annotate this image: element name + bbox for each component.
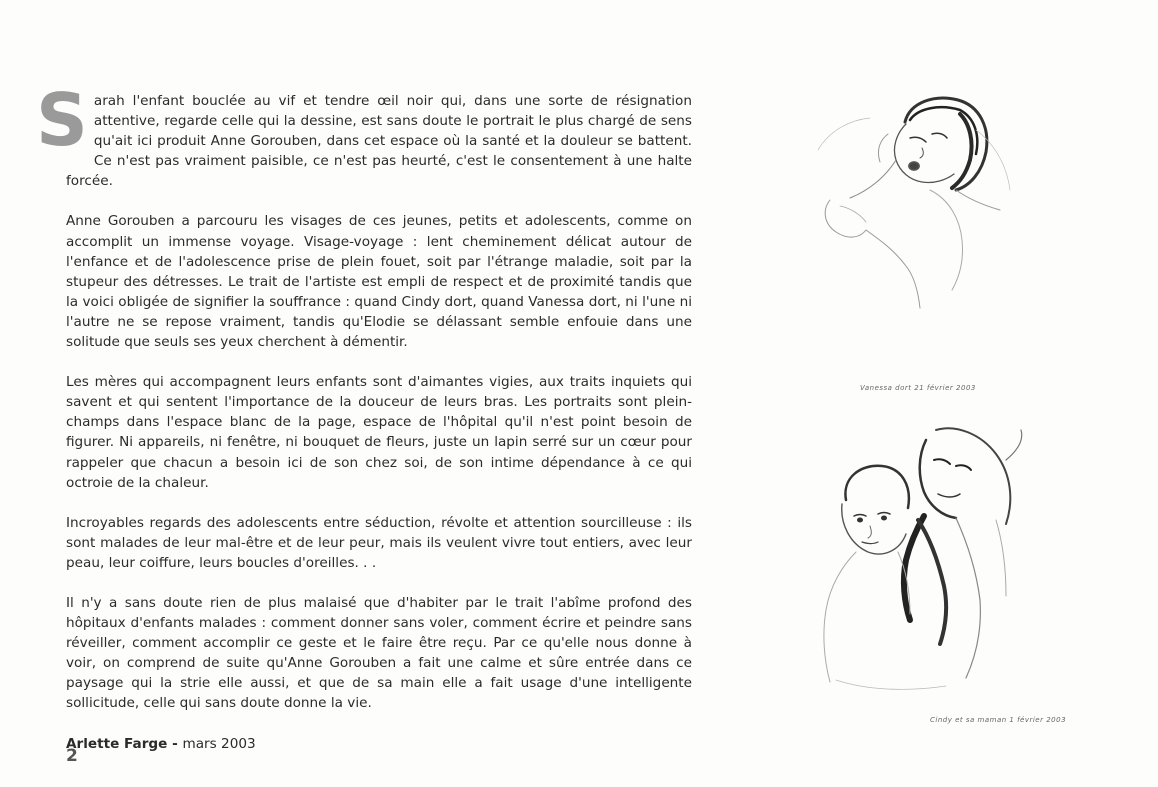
author-name: Arlette Farge <box>66 735 168 752</box>
sleeping-child-drawing <box>810 90 1020 315</box>
signature-separator: - <box>167 735 183 752</box>
paragraph-2: Anne Gorouben a parcouru les visages de ces jeunes, petits et adolescents, comme on accomplit un immense voyage. Visage-voyage : lent cheminement délicat autour de l'enfance et de l'adolescence prise de plein fouet, soit par l'étrange maladie, soit par la stupeur des détresses. Le trait de l'artiste est empli de respect et de proximité tandis que la voici obligée de signifier la souffrance : quand Cindy dort, quand Vanessa dort, ni l'une ni l'autre ne se repose vraiment, tandis qu'Elodie se délassant semble enfouie dans une solitude que seuls ses yeux cherchent à démentir. <box>66 213 692 351</box>
drop-cap: S <box>36 78 88 162</box>
paragraph-1-text: arah l'enfant bouclée au vif et tendre œil noir qui, dans une sorte de résignation attentive, regarde celle qui la dessine, est sans doute le portrait le plus chargé de sens qu'ait ici produit Anne Gorouben, dans cet espace où la santé et la douleur se battent. Ce n'est pas vraiment paisible, ce n'est pas heurté, c'est le consentement à une halte forcée. <box>66 93 692 190</box>
paragraph-3: Les mères qui accompagnent leurs enfants sont d'aimantes vigies, aux traits inquiets qui savent et qui sentent l'importance de la douceur de leurs bras. Les portraits sont plein-champs dans l'espace blanc de la page, espace de l'hôpital qu'il n'est point besoin de figurer. Ni appareils, ni fenêtre, ni bouquet de fleurs, juste un lapin serré sur un cœur pour rappeler que chacun a besoin ici de son chez soi, de son intime dépendance à ce qui octroie de la chaleur. <box>66 374 692 491</box>
paragraph-4: Incroyables regards des adolescents entre séduction, révolte et attention sourcilleuse : ils sont malades de leur mal-être et de leur peur, mais ils veulent vivre tout entiers, avec leur peau, leur coiffure, leurs boucles d'oreilles. . . <box>66 514 692 571</box>
top-drawing-caption: Vanessa dort 21 février 2003 <box>860 384 976 392</box>
signature <box>66 734 692 754</box>
bottom-drawing-caption: Cindy et sa maman 1 février 2003 <box>930 716 1067 724</box>
article-text <box>36 78 692 754</box>
paragraph-5: Il n'y a sans doute rien de plus malaisé que d'habiter par le trait l'abîme profond des hôpitaux d'enfants malades : comment donner sans voler, comment écrire et peindre sans réveiller, comment accomplir ce geste et le faire être reçu. Par ce qu'elle nous donne à voir, on comprend de suite qu'Anne Gorouben a fait une calme et sûre entrée dans ce paysage qui la strie elle aussi, et que de sa main elle a fait usage d'une intelligente sollicitude, celle qui sans doute donne la vie. <box>66 594 692 712</box>
page-number: 2 <box>66 746 78 766</box>
signature-date: mars 2003 <box>182 735 256 752</box>
paragraph-1 <box>36 78 692 191</box>
mother-and-child-drawing <box>806 420 1036 705</box>
